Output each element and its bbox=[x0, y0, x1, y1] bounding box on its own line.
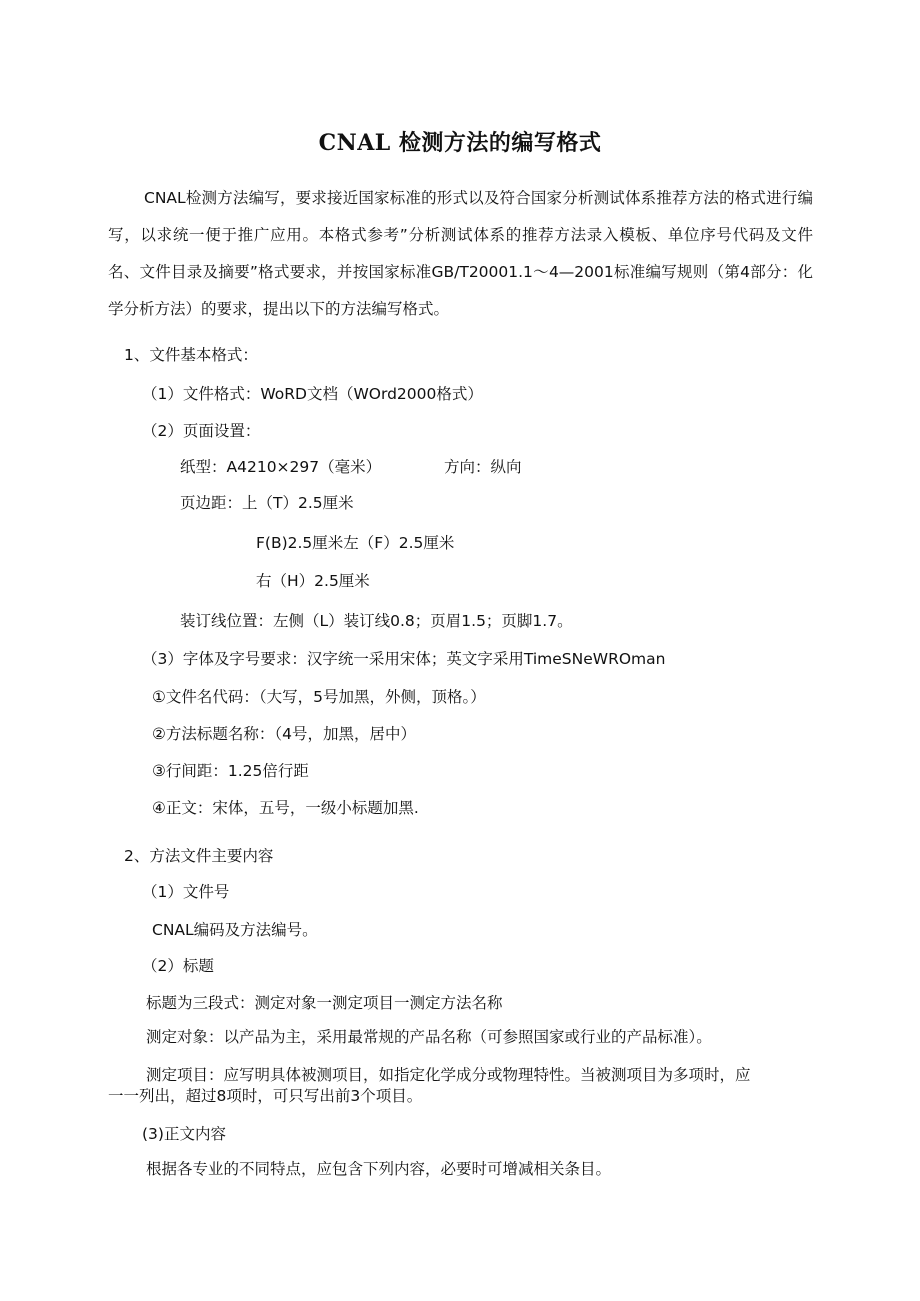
font-item-2: ②方法标题名称：（4号，加黑，居中） bbox=[152, 725, 417, 743]
title-text-3a: 测定项目：应写明具体被测项目，如指定化学成分或物理特性。当被测项目为多项时，应 bbox=[146, 1066, 751, 1084]
section-2-heading: 2、方法文件主要内容 bbox=[124, 847, 274, 865]
file-format-line: （1）文件格式：WoRD文档（WOrd2000格式） bbox=[142, 385, 483, 403]
title-text-3b: 一一列出，超过8项时，可只写出前3个项目。 bbox=[108, 1087, 423, 1105]
paper-type-line: 纸型：A4210×297（毫米） bbox=[180, 458, 382, 476]
page-setup-line: （2）页面设置： bbox=[142, 422, 261, 440]
file-number-heading: （1）文件号 bbox=[142, 883, 230, 901]
orientation-line: 方向：纵向 bbox=[444, 458, 522, 476]
section-1-heading: 1、文件基本格式： bbox=[124, 346, 258, 364]
intro-paragraph: CNAL检测方法编写，要求接近国家标准的形式以及符合国家分析测试体系推荐方法的格式进行编写，以求统一便于推广应用。本格式参考”分析测试体系的推荐方法录入模板、单位序号代码及文件名、文件目录及摘要”格式要求，并按国家标准GB/T20001.1～4—2001标准编写规则（第4部分：化学分析方法）的要求，提出以下的方法编写格式。 bbox=[108, 189, 813, 318]
font-item-1: ①文件名代码：（大写，5号加黑，外侧，顶格。） bbox=[152, 688, 486, 706]
binding-line: 装订线位置：左侧（L）装订线0.8；页眉1.5；页脚1.7。 bbox=[180, 612, 573, 630]
font-item-4: ④正文：宋体，五号，一级小标题加黑. bbox=[152, 799, 419, 817]
margin-right-line: 右（H）2.5厘米 bbox=[256, 572, 370, 590]
margin-bottom-left-line: F(B)2.5厘米左（F）2.5厘米 bbox=[256, 534, 455, 552]
title-text-1: 标题为三段式：测定对象一测定项目一测定方法名称 bbox=[146, 994, 503, 1012]
font-item-3: ③行间距：1.25倍行距 bbox=[152, 762, 309, 780]
body-content-heading: (3)正文内容 bbox=[142, 1125, 226, 1143]
title-text-2: 测定对象：以产品为主，采用最常规的产品名称（可参照国家或行业的产品标准）。 bbox=[146, 1028, 712, 1046]
title-heading: （2）标题 bbox=[142, 957, 214, 975]
file-number-text: CNAL编码及方法编号。 bbox=[152, 921, 318, 939]
font-requirements-line: （3）字体及字号要求：汉字统一采用宋体；英文字采用TimeSNeWROman bbox=[142, 650, 666, 668]
body-content-text: 根据各专业的不同特点，应包含下列内容，必要时可增减相关条目。 bbox=[146, 1160, 612, 1178]
document-title: CNAL 检测方法的编写格式 bbox=[318, 130, 602, 156]
margin-top-line: 页边距：上（T）2.5厘米 bbox=[180, 494, 354, 512]
